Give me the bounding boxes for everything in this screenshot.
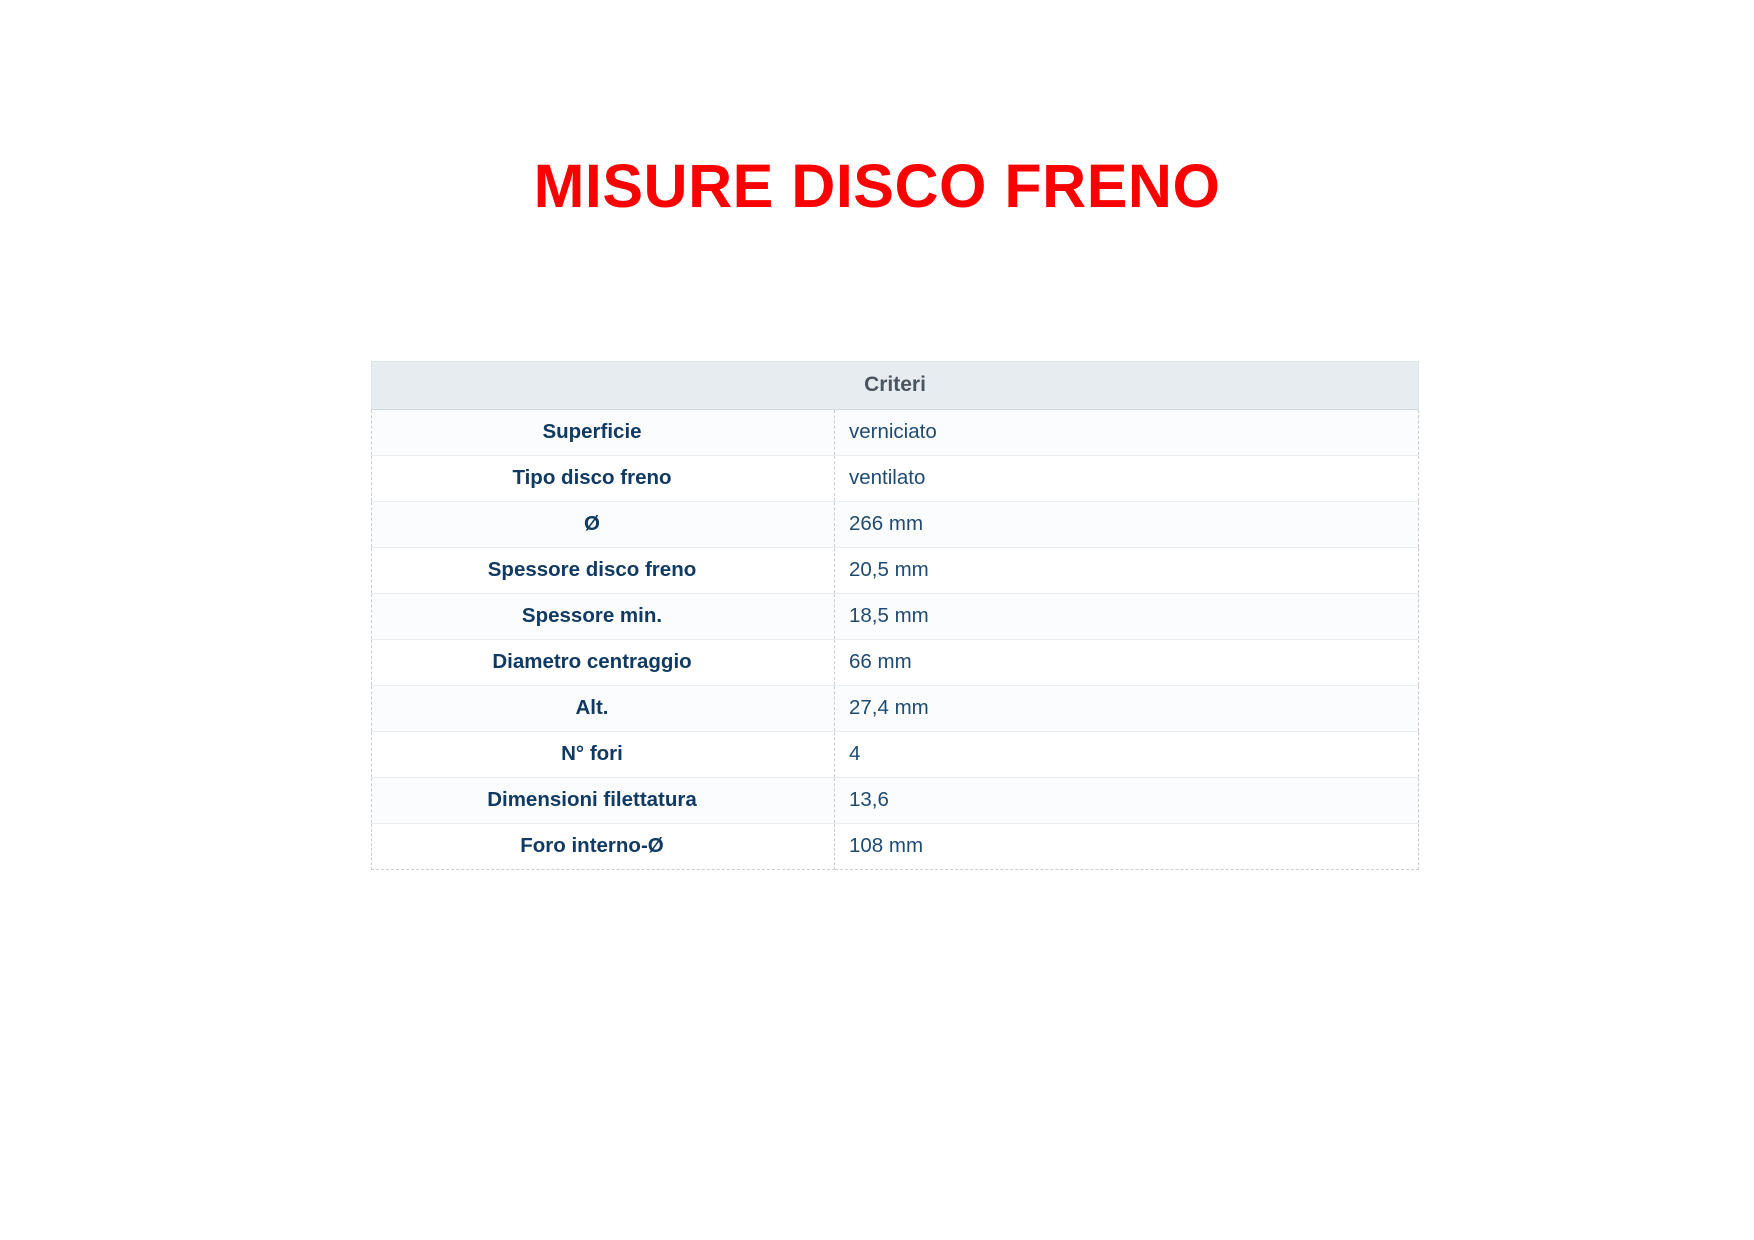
brake-disc-spec-table-container xyxy=(371,361,1418,870)
page-title: MISURE DISCO FRENO xyxy=(533,151,1221,220)
row-value: verniciato xyxy=(835,410,1419,456)
row-label: Ø xyxy=(372,502,835,548)
row-label: Diametro centraggio xyxy=(372,640,835,686)
table-row xyxy=(372,686,1419,732)
table-header-criteri: Criteri xyxy=(372,362,1419,410)
row-label: Superficie xyxy=(372,410,835,456)
row-value: 4 xyxy=(835,732,1419,778)
table-row xyxy=(372,640,1419,686)
row-value: 20,5 mm xyxy=(835,548,1419,594)
row-label: Spessore min. xyxy=(372,594,835,640)
row-value: ventilato xyxy=(835,456,1419,502)
table-header xyxy=(372,362,1419,410)
brake-disc-spec-table xyxy=(371,361,1419,870)
table-row xyxy=(372,502,1419,548)
row-value: 108 mm xyxy=(835,824,1419,870)
row-label: Spessore disco freno xyxy=(372,548,835,594)
row-value: 18,5 mm xyxy=(835,594,1419,640)
row-value: 27,4 mm xyxy=(835,686,1419,732)
row-label: Tipo disco freno xyxy=(372,456,835,502)
table-row xyxy=(372,824,1419,870)
table-row xyxy=(372,410,1419,456)
row-value: 13,6 xyxy=(835,778,1419,824)
row-label: Foro interno-Ø xyxy=(372,824,835,870)
row-label: Alt. xyxy=(372,686,835,732)
row-value: 66 mm xyxy=(835,640,1419,686)
table-body xyxy=(372,410,1419,870)
row-label: Dimensioni filettatura xyxy=(372,778,835,824)
row-label: N° fori xyxy=(372,732,835,778)
table-row xyxy=(372,456,1419,502)
table-row xyxy=(372,732,1419,778)
table-header-row xyxy=(372,362,1419,410)
table-row xyxy=(372,548,1419,594)
table-row xyxy=(372,594,1419,640)
table-row xyxy=(372,778,1419,824)
row-value: 266 mm xyxy=(835,502,1419,548)
